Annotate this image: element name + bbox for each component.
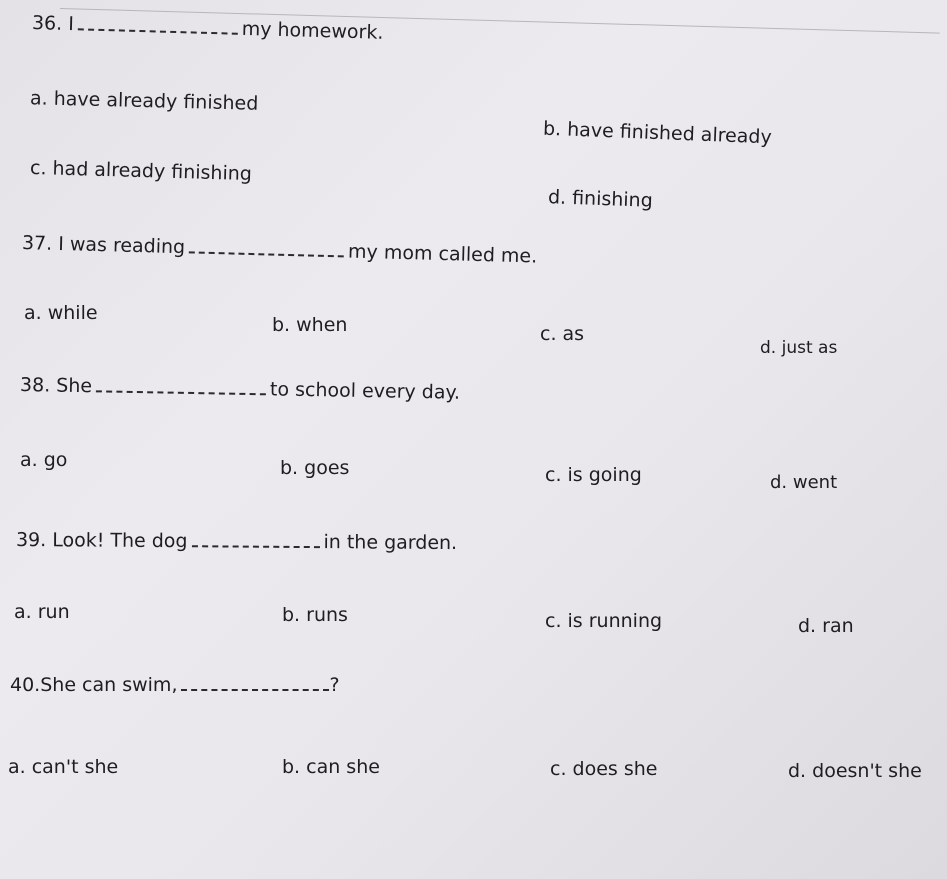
question-40 xyxy=(10,674,340,696)
question-37-stem: 37. I was reading xyxy=(21,232,186,259)
question-36-stem: 36. I xyxy=(31,12,75,36)
option-38-c[interactable]: c. is going xyxy=(545,464,642,486)
option-40-b[interactable]: b. can she xyxy=(282,756,380,778)
answer-blank-38[interactable] xyxy=(96,382,266,395)
option-39-d[interactable]: d. ran xyxy=(798,615,854,637)
option-39-b[interactable]: b. runs xyxy=(282,604,348,626)
question-36 xyxy=(32,12,384,44)
option-40-c[interactable]: c. does she xyxy=(550,758,658,780)
option-37-b[interactable]: b. when xyxy=(272,314,348,336)
question-38-tail: to school every day. xyxy=(269,378,461,404)
option-38-b[interactable]: b. goes xyxy=(280,457,350,479)
option-36-b[interactable]: b. have finished already xyxy=(542,117,773,149)
question-38 xyxy=(20,374,460,404)
question-40-tail: ? xyxy=(329,674,340,696)
answer-blank-40[interactable] xyxy=(181,681,329,691)
option-39-c[interactable]: c. is running xyxy=(545,610,663,632)
question-36-tail: my homework. xyxy=(241,17,384,44)
question-40-stem: 40.She can swim, xyxy=(10,674,178,696)
option-39-a[interactable]: a. run xyxy=(14,601,70,623)
answer-blank-37[interactable] xyxy=(189,243,344,257)
option-36-a[interactable]: a. have already finished xyxy=(29,87,259,115)
option-37-a[interactable]: a. while xyxy=(24,302,98,324)
option-38-d[interactable]: d. went xyxy=(770,472,838,493)
option-36-d[interactable]: d. finishing xyxy=(547,186,654,212)
question-39-tail: in the garden. xyxy=(323,531,458,555)
option-38-a[interactable]: a. go xyxy=(20,449,68,471)
option-40-d[interactable]: d. doesn't she xyxy=(788,760,922,782)
question-37 xyxy=(22,232,538,267)
option-40-a[interactable]: a. can't she xyxy=(8,756,119,778)
option-37-c[interactable]: c. as xyxy=(540,323,585,345)
question-37-tail: my mom called me. xyxy=(347,240,538,268)
answer-blank-36[interactable] xyxy=(78,20,238,34)
question-39-stem: 39. Look! The dog xyxy=(15,529,188,553)
question-38-stem: 38. She xyxy=(19,374,93,398)
option-37-d[interactable]: d. just as xyxy=(760,338,838,358)
option-36-c[interactable]: c. had already finishing xyxy=(29,156,253,186)
answer-blank-39[interactable] xyxy=(192,537,320,548)
question-39 xyxy=(16,529,457,554)
